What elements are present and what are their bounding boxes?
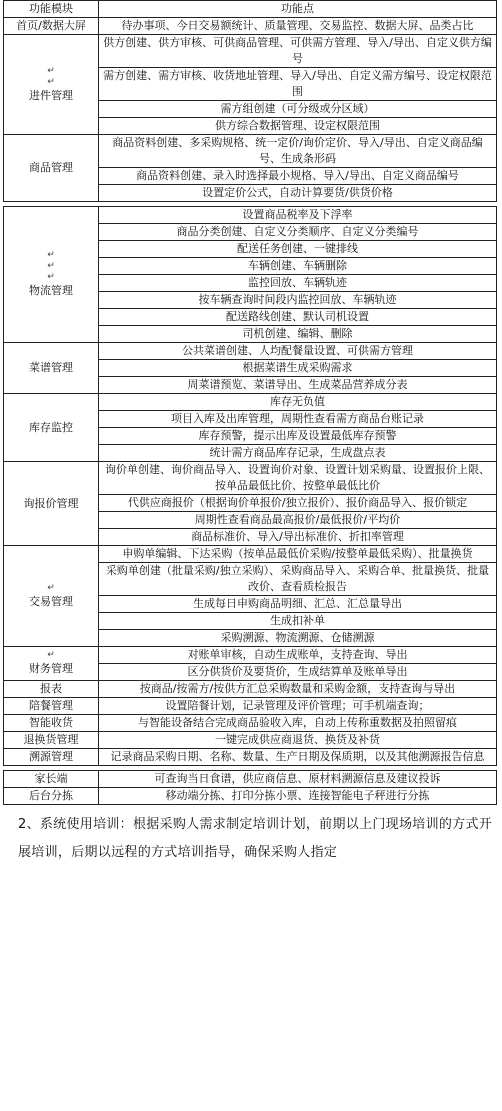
feature-cell: 供方综合数据管理、设定权限范围 <box>99 118 497 135</box>
feature-cell: 生成每日申购商品明细、汇总、汇总量导出 <box>99 596 497 613</box>
module-cell <box>4 462 99 546</box>
module-cell <box>4 343 99 394</box>
table-row <box>4 681 497 698</box>
feature-cell: 设置陪餐计划，记录管理及评价管理；可手机端查询； <box>99 698 497 715</box>
feature-cell: 采购单创建（批量采购/独立采购）、采购商品导入、采购合单、批量换货、批量改价、查看质检报告 <box>99 563 497 596</box>
paragraph-mark-icon: ↵ <box>47 250 55 260</box>
feature-cell: 监控回放、车辆轨迹 <box>99 275 497 292</box>
feature-cell: 询价单创建、询价商品导入、设置询价对象、设置计划采购量、设置报价上限、按单品最低比价、按整单最低比价 <box>99 462 497 495</box>
module-name: 退换货管理 <box>23 733 79 746</box>
module-cell <box>4 732 99 749</box>
module-cell <box>4 647 99 681</box>
table-row <box>4 18 497 35</box>
module-cell <box>4 35 99 135</box>
module-name: 菜谱管理 <box>29 361 73 374</box>
module-cell <box>4 681 99 698</box>
feature-cell: 代供应商报价（根据询价单报价/独立报价）、报价商品导入、报价锁定 <box>99 495 497 512</box>
header-module: 功能模块 <box>4 1 99 18</box>
paragraph-mark-icon: ↵ <box>47 272 55 282</box>
module-cell <box>4 135 99 202</box>
table-header-row <box>4 1 497 18</box>
feature-cell: 区分供货价及要货价，生成结算单及账单导出 <box>99 664 497 681</box>
feature-cell: 对账单审核，自动生成账单，支持查询、导出 <box>99 647 497 664</box>
module-cell <box>4 18 99 35</box>
module-name: 交易管理 <box>29 594 73 608</box>
module-name: 家长端 <box>34 772 68 785</box>
feature-table-3 <box>3 770 497 805</box>
table-row <box>4 788 497 805</box>
feature-cell: 可查询当日食谱，供应商信息、原材料溯源信息及建议投诉 <box>99 771 497 788</box>
module-name: 物流管理 <box>29 284 73 297</box>
table-row <box>4 135 497 168</box>
feature-cell: 配送任务创建、一键排线 <box>99 241 497 258</box>
module-name: 财务管理 <box>29 662 73 675</box>
table-row <box>4 698 497 715</box>
feature-cell: 采购溯源、物流溯源、仓储溯源 <box>99 630 497 647</box>
module-name: 首页/数据大屏 <box>16 19 86 32</box>
feature-cell: 库存无负值 <box>99 394 497 411</box>
table-row <box>4 343 497 360</box>
table-row <box>4 732 497 749</box>
feature-table-2 <box>3 206 497 766</box>
feature-cell: 移动端分拣、打印分拣小票、连接智能电子秤进行分拣 <box>99 788 497 805</box>
feature-cell: 公共菜谱创建、人均配餐量设置、可供需方管理 <box>99 343 497 360</box>
table-row <box>4 207 497 224</box>
table-row <box>4 546 497 563</box>
feature-cell: 统计需方商品库存记录，生成盘点表 <box>99 445 497 462</box>
module-name: 陪餐管理 <box>29 699 73 712</box>
feature-cell: 一键完成供应商退货、换货及补货 <box>99 732 497 749</box>
feature-cell: 配送路线创建、默认司机设置 <box>99 309 497 326</box>
module-name: 智能收货 <box>29 716 73 729</box>
table-row <box>4 749 497 766</box>
module-cell <box>4 771 99 788</box>
feature-cell: 商品分类创建、自定义分类顺序、自定义分类编号 <box>99 224 497 241</box>
feature-cell: 项目入库及出库管理，周期性查看需方商品台账记录 <box>99 411 497 428</box>
header-feature: 功能点 <box>99 1 497 18</box>
feature-cell: 设置定价公式，自动计算要货/供货价格 <box>99 185 497 202</box>
table-row <box>4 35 497 68</box>
feature-cell: 周菜谱预览、菜谱导出、生成菜品营养成分表 <box>99 377 497 394</box>
feature-cell: 记录商品采购日期、名称、数量、生产日期及保质期，以及其他溯源报告信息 <box>99 749 497 766</box>
feature-cell: 库存预警，提示出库及设置最低库存预警 <box>99 428 497 445</box>
table-row <box>4 771 497 788</box>
module-name: 询报价管理 <box>23 496 79 510</box>
module-cell <box>4 749 99 766</box>
module-name: 后台分拣 <box>29 789 73 802</box>
feature-cell: 商品标准价、导入/导出标准价、折扣率管理 <box>99 529 497 546</box>
paragraph-mark-icon: ↵ <box>47 261 55 271</box>
table-row <box>4 462 497 495</box>
paragraph-mark-icon: ↵ <box>47 582 55 593</box>
table-row <box>4 394 497 411</box>
feature-cell: 需方创建、需方审核、收货地址管理、导入/导出、自定义需方编号、设定权限范围 <box>99 68 497 101</box>
feature-cell: 商品资料创建、多采购规格、统一定价/询价定价、导入/导出、自定义商品编号、生成条形码 <box>99 135 497 168</box>
table-row <box>4 715 497 732</box>
feature-cell: 与智能设备结合完成商品验收入库，自动上传称重数据及拍照留痕 <box>99 715 497 732</box>
module-cell <box>4 698 99 715</box>
paragraph-mark-icon: ↵ <box>47 65 55 76</box>
feature-cell: 供方创建、供方审核、可供商品管理、可供需方管理、导入/导出、自定义供方编号 <box>99 35 497 68</box>
feature-cell: 根据菜谱生成采购需求 <box>99 360 497 377</box>
feature-cell: 生成扣补单 <box>99 613 497 630</box>
module-cell <box>4 546 99 647</box>
feature-cell: 待办事项、今日交易额统计、质量管理、交易监控、数据大屏、品类占比 <box>99 18 497 35</box>
module-cell <box>4 715 99 732</box>
table-row <box>4 647 497 664</box>
feature-cell: 申购单编辑、下达采购（按单品最低价采购/按整单最低采购）、批量换货 <box>99 546 497 563</box>
module-name: 溯源管理 <box>29 750 73 763</box>
feature-cell: 车辆创建、车辆删除 <box>99 258 497 275</box>
module-name: 商品管理 <box>29 161 73 174</box>
module-name: 库存监控 <box>29 420 73 434</box>
feature-cell: 司机创建、编辑、删除 <box>99 326 497 343</box>
module-name: 报表 <box>40 682 62 695</box>
module-cell <box>4 207 99 343</box>
feature-cell: 按车辆查询时间段内监控回放、车辆轨迹 <box>99 292 497 309</box>
feature-cell: 需方组创建（可分级或分区域） <box>99 101 497 118</box>
feature-cell: 设置商品税率及下浮率 <box>99 207 497 224</box>
module-cell <box>4 394 99 462</box>
training-paragraph: 2、系统使用培训：根据采购人需求制定培训计划，前期以上门现场培训的方式开展培训，后期以远程的方式培训指导，确保采购人指定 <box>18 817 493 860</box>
module-name: 进件管理 <box>29 88 73 102</box>
paragraph-mark-icon: ↵ <box>47 650 55 660</box>
feature-cell: 周期性查看商品最高报价/最低报价/平均价 <box>99 512 497 529</box>
feature-cell: 商品资料创建、录入时选择最小规格、导入/导出、自定义商品编号 <box>99 168 497 185</box>
module-cell <box>4 788 99 805</box>
paragraph-mark-icon: ↵ <box>47 76 55 87</box>
feature-cell: 按商品/按需方/按供方汇总采购数量和采购金额，支持查询与导出 <box>99 681 497 698</box>
feature-table-1 <box>3 0 497 202</box>
